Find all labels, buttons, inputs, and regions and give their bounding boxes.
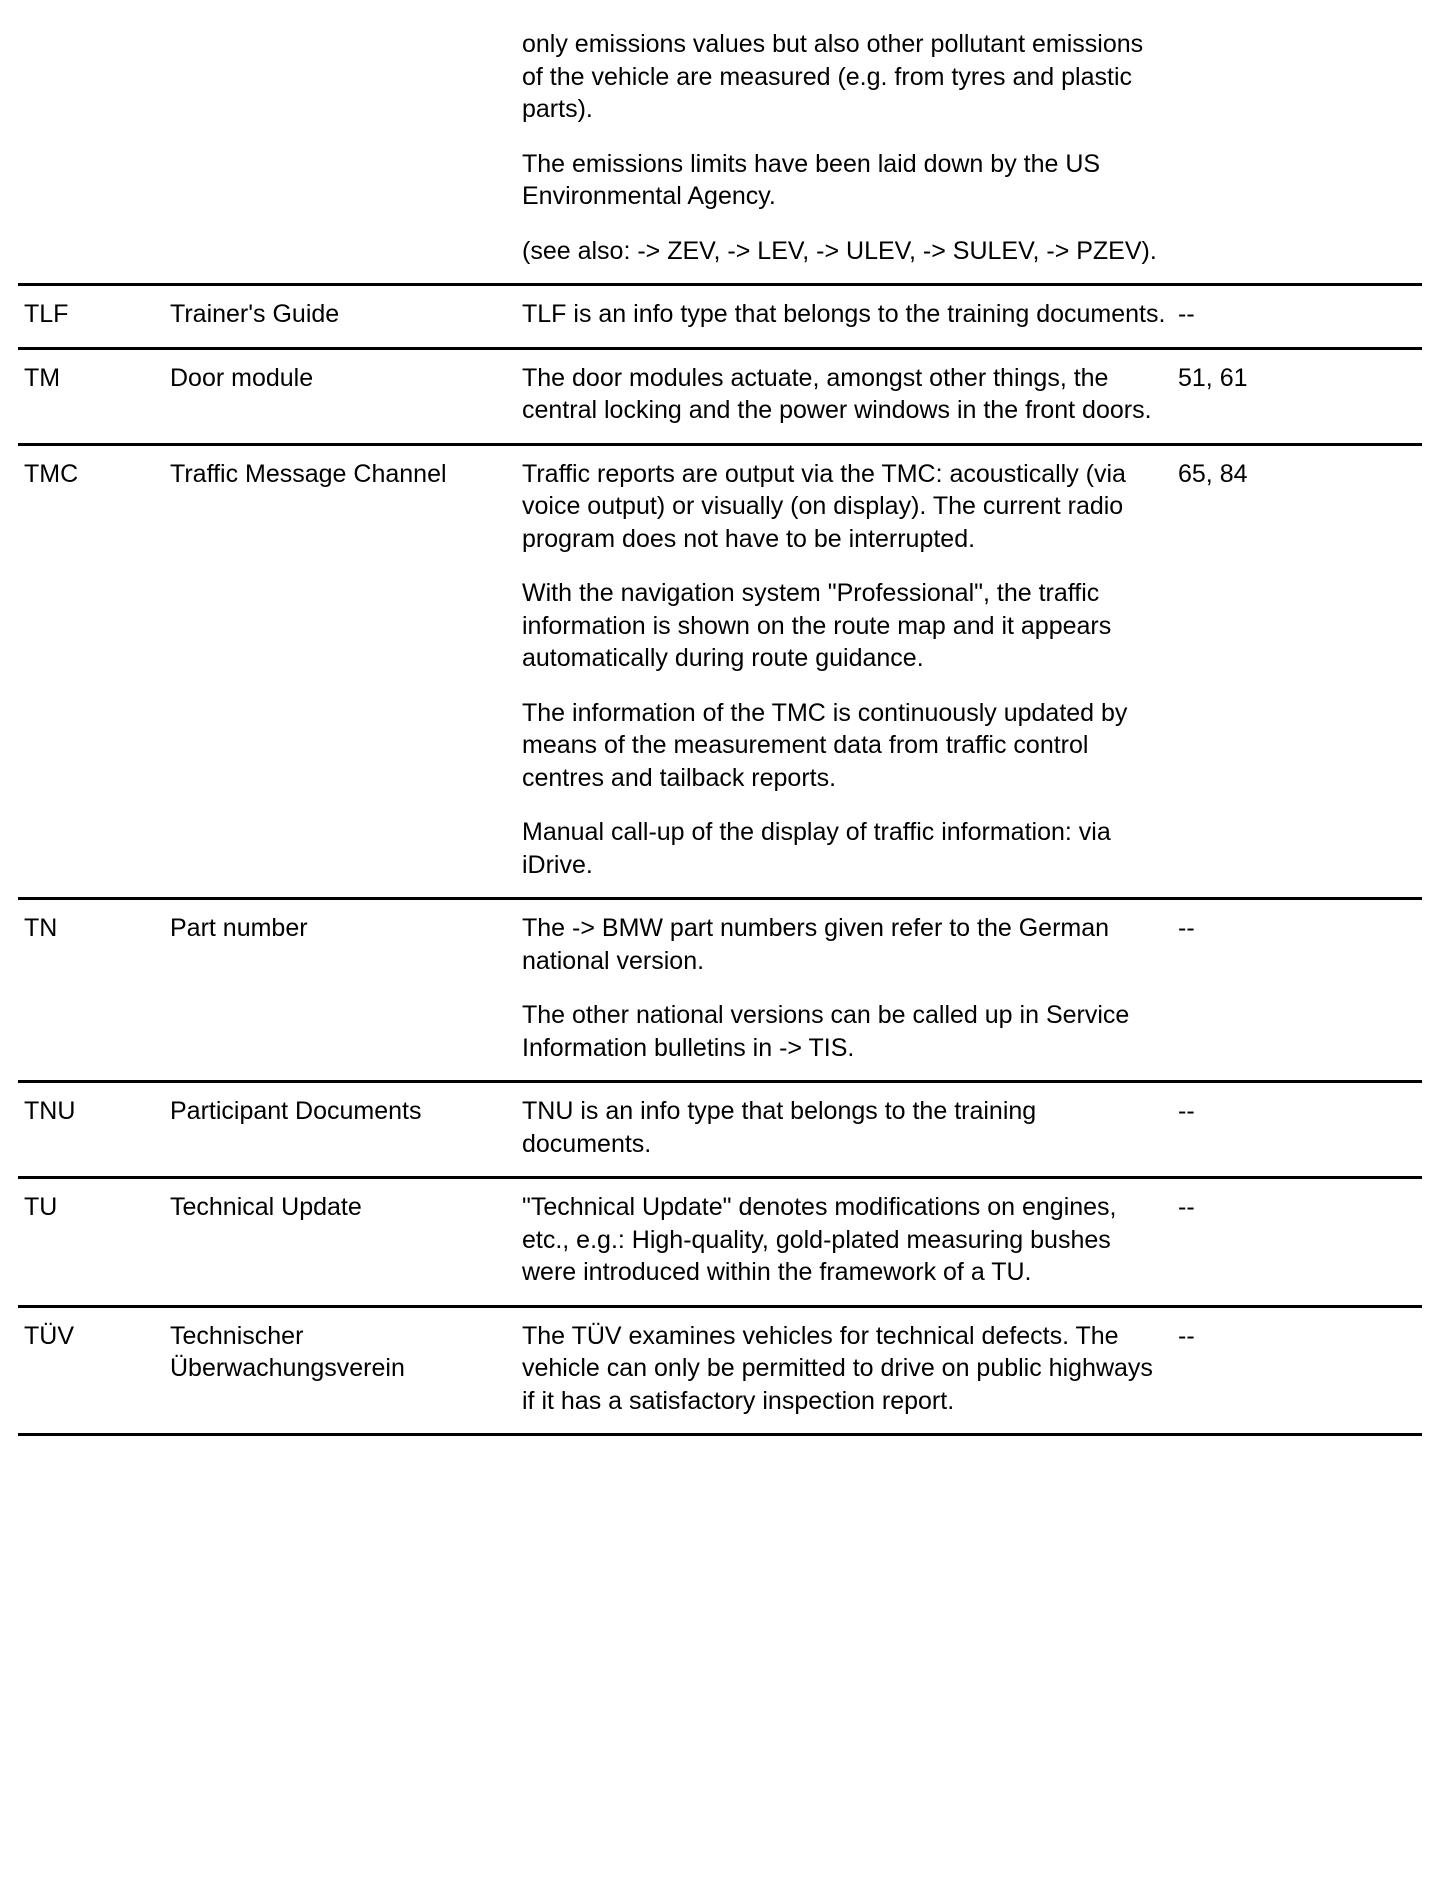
description-paragraph: only emissions values but also other pollutant emissions of the vehicle are measured (e.g. from tyres and plastic parts). — [522, 30, 1144, 123]
description-cell — [516, 899, 1172, 1082]
description-cell — [516, 1178, 1172, 1307]
pages-cell: 65, 84 — [1172, 444, 1422, 899]
glossary-table — [18, 28, 1422, 1436]
table-row — [18, 1306, 1422, 1435]
pages-cell — [1172, 28, 1422, 285]
description-paragraph: Manual call-up of the display of traffic information: via iDrive. — [522, 818, 1111, 879]
abbreviation-cell: TU — [18, 1178, 164, 1307]
description-paragraph: The other national versions can be called up in Service Information bulletins in -> TIS. — [522, 1001, 1130, 1062]
description-cell — [516, 285, 1172, 349]
term-cell: Part number — [164, 899, 516, 1082]
abbreviation-cell: TN — [18, 899, 164, 1082]
abbreviation-cell: TMC — [18, 444, 164, 899]
description-paragraph: TNU is an info type that belongs to the training documents. — [522, 1097, 1037, 1158]
abbreviation-cell — [18, 28, 164, 285]
description-paragraph: "Technical Update" denotes modifications on engines, etc., e.g.: High-quality, gold-plated measuring bushes were introduced within the framework of a TU. — [522, 1193, 1117, 1286]
description-paragraph: With the navigation system "Professional", the traffic information is shown on the route map and it appears automatically during route guidance. — [522, 579, 1112, 672]
table-row — [18, 899, 1422, 1082]
pages-cell: -- — [1172, 285, 1422, 349]
abbreviation-cell: TM — [18, 348, 164, 444]
description-paragraph: Traffic reports are output via the TMC: acoustically (via voice output) or visually (on display). The current radio program does not have to be interrupted. — [522, 459, 1126, 553]
term-cell: Technical Update — [164, 1178, 516, 1307]
pages-cell: -- — [1172, 1178, 1422, 1307]
abbreviation-cell: TNU — [18, 1082, 164, 1178]
term-cell: Technischer Überwachungsverein — [164, 1306, 516, 1435]
pages-cell: -- — [1172, 899, 1422, 1082]
term-cell: Door module — [164, 348, 516, 444]
description-cell — [516, 444, 1172, 899]
term-cell: Participant Documents — [164, 1082, 516, 1178]
description-paragraph: The information of the TMC is continuously updated by means of the measurement data from traffic control centres and tailback reports. — [522, 698, 1128, 792]
description-paragraph: The -> BMW part numbers given refer to the German national version. — [522, 914, 1110, 975]
description-paragraph: The TÜV examines vehicles for technical defects. The vehicle can only be permitted to drive on public highways if it has a satisfactory inspection report. — [522, 1321, 1153, 1415]
description-cell — [516, 348, 1172, 444]
term-cell — [164, 28, 516, 285]
table-row — [18, 285, 1422, 349]
pages-cell: -- — [1172, 1082, 1422, 1178]
pages-cell: 51, 61 — [1172, 348, 1422, 444]
description-paragraph: The door modules actuate, amongst other things, the central locking and the power windows in the front doors. — [522, 363, 1152, 424]
description-cell — [516, 28, 1172, 285]
description-cell — [516, 1082, 1172, 1178]
table-row — [18, 348, 1422, 444]
table-row — [18, 1178, 1422, 1307]
term-cell: Trainer's Guide — [164, 285, 516, 349]
description-paragraph: The emissions limits have been laid down by the US Environmental Agency. — [522, 149, 1101, 210]
table-row — [18, 444, 1422, 899]
table-row — [18, 1082, 1422, 1178]
pages-cell: -- — [1172, 1306, 1422, 1435]
abbreviation-cell: TÜV — [18, 1306, 164, 1435]
table-row — [18, 28, 1422, 285]
description-paragraph: (see also: -> ZEV, -> LEV, -> ULEV, -> SULEV, -> PZEV). — [522, 236, 1157, 265]
term-cell: Traffic Message Channel — [164, 444, 516, 899]
abbreviation-cell: TLF — [18, 285, 164, 349]
description-paragraph: TLF is an info type that belongs to the training documents. — [522, 300, 1166, 328]
description-cell — [516, 1306, 1172, 1435]
